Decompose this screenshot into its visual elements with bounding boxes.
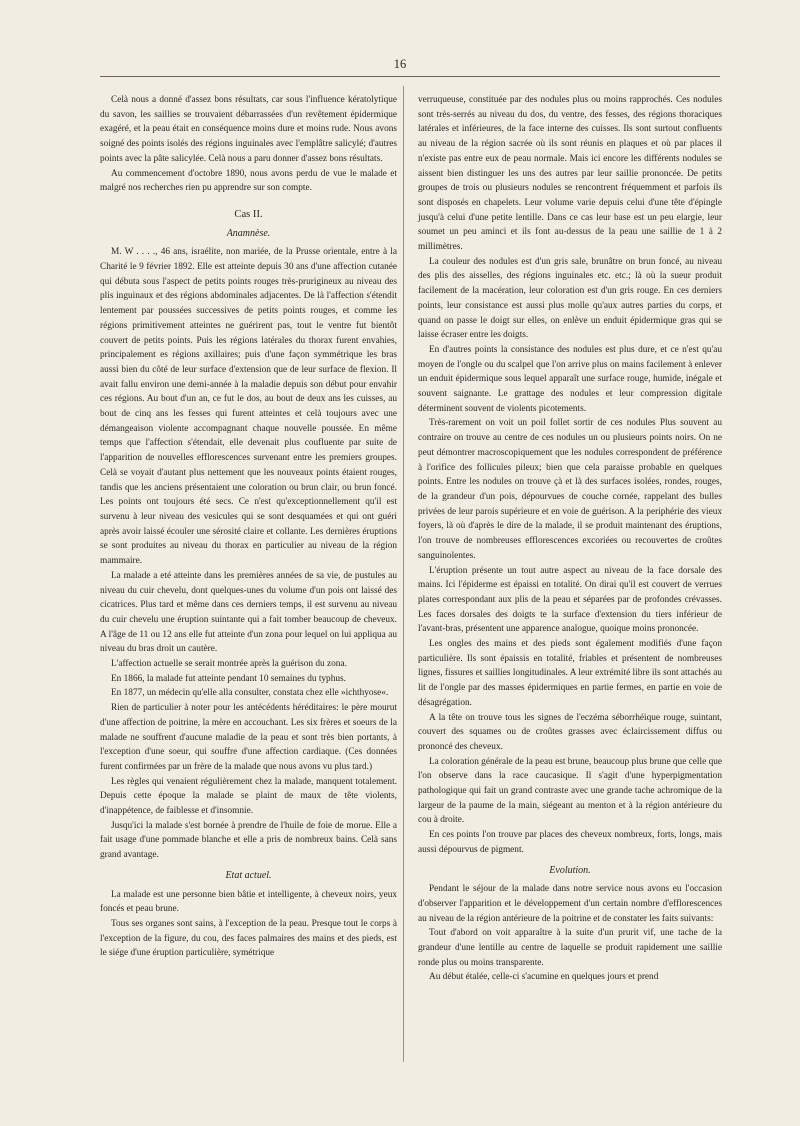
paragraph: Pendant le séjour de la malade dans notre service nous avons eu l'occasion d'observer l'apparition et le développement d'un certain nombre d'efflorescences au niveau de la région antérieure de la poitrine et de constater les faits suivants: (418, 884, 722, 924)
paragraph: Les règles qui venaient régulièrement chez la malade, manquent totalement. Depuis cette époque la malade se plaint de maux de tête violents, d'inappétence, de faiblesse et d'insomnie. (100, 776, 397, 817)
paragraph: Au début étalée, celle-ci s'acumine en quelques jours et prend (429, 972, 659, 983)
paragraph: M. W . . . ., 46 ans, israélite, non mariée, de la Prusse orientale, entre à la Charité le 9 février 1892. Elle est atteinte depuis 30 ans d'une affection cutanée qui débuta sous l'aspect de petits points rouges très-prurigineux au niveau des plis inguinaux et des régions abdominales adjacentes. De là l'affection s'étendit lentement par poussées successives de petits points rouges, et comme les régions primitivement atteintes ne guérirent pas, tout le ventre fut bientôt couvert de petits points. Puis les régions latérales du thorax furent envahies, principalement es régions axillaires; puis d'une façon symmétrique les bras aussi bien du côté de leur surface d'extension que de leur surface de flexion. Il avait fallu environ une demi-année à la maladie depuis son début pour envahir ces régions. Au bout d'un an, ce fut le dos, au bout de deux ans les cuisses, au bout de cinq ans les fesses qui furent atteintes et celà toujours avec une démangeaison violente accompagnant chaque nouvelle poussée. En même temps que l'affection s'étendait, elle devenait plus coufluente par suite de l'apparition de nouvelles efflorescences survenant entre les premiers groupes. Celà se voyait d'autant plus nettement que les nouveaux points étaient rouges, tandis que les anciens présentaient une coloration ou brun clair, ou brun foncé. Les points ont toujours été secs. Ce n'est qu'exceptionnellement qu'il est survenu à leur niveau des vesicules qui se sont desquamées et qui ont guéri après avoir laissé écouler une sérosité claire et collante. Les dernières éruptions se sont produites au niveau du thorax en particulier au niveau de la région mammaire. (100, 247, 397, 567)
paragraph: En d'autres points la consistance des nodules est plus dure, et ce n'est qu'au moyen de l'ongle ou du scalpel que l'on arrive plus on mains facilement à enlever un enduit épidermique sous lequel apparaît une surface rouge, humide, inégale et souvent saignante. Le grattage des nodules et leur compression digitale déterminent souvent de violents picotements. (418, 344, 722, 414)
paragraph: Très-rarement on voit un poil follet sortir de ces nodules Plus souvent au contraire on trouve au centre de ces nodules un ou plusieurs points noirs. On ne peut démontrer macroscopiquement que les nodules correspondent de préférence à l'orifice des follicules pileux; bien que cela paraisse probable en quelques points. Entre les nodules on trouve çà et là des surfaces isolées, rondes, rouges, de la grandeur d'un pois, dépourvues de couche cornée, rappelant des bulles privées de leur parois supérieure et en voie de guérison. A la periphérie des vieux foyers, là où d'après le dire de la malade, il se produit maintenant des éruptions, l'on trouve de nombreuses efflorescences excoriées ou recouvertes de croûtes sanguinolentes. (418, 418, 722, 561)
header-rule (100, 76, 720, 77)
right-column (418, 93, 722, 985)
paragraph: A la tête on trouve tous les signes de l'eczéma séborrhéique rouge, suintant, couvert des squames ou de croûtes grasses avec éclaircissement diffus ou prononcé des cheveux. (418, 712, 722, 752)
paragraph: Celà nous a donné d'assez bons résultats, car sous l'influence kératolytique du savon, les saillies se trouvaient débarrassées d'un revêtement épidermique exagéré, et la peau était en conséquence moins dure et moins rude. Nous avons soigné des points isolés des régions inguinales avec l'emplâtre salicylé; d'autres points avec la pâte salicylée. Celà nous a paru donner d'assez bons résultats. (100, 95, 397, 164)
paragraph: Tout d'abord on voit apparaître à la suite d'un prurit vif, une tache de la grandeur d'une lentille au centre de laquelle se produit rapidement une saillie ronde plus ou moins transparente. (418, 928, 722, 968)
paragraph: L'affection actuelle se serait montrée après la guérison du zona. (111, 659, 347, 670)
paragraph: Jusqu'ici la malade s'est bornée à prendre de l'huile de foie de morue. Elle a fait usage d'une pommade blanche et elle a pris de nombreux bains. Celà sans grand avantage. (100, 820, 397, 861)
paragraph: Tous ses organes sont sains, à l'exception de la peau. Presque tout le corps à l'exception de la figure, du cou, des faces palmaires des mains et des pieds, est le siége d'une éruption particulière, symétrique (100, 918, 397, 959)
case-heading: Cas II. (234, 208, 263, 220)
paragraph: verruqueuse, constituée par des nodules plus ou moins rapprochés. Ces nodules sont très-serrés au niveau du dos, du ventre, des fesses, des régions thoraciques latérales et inférieures, de la face interne des cuisses. Ils sont surtout confluents au niveau de la région sacrée où ils sont réunis en plaques et où par places il n'existe pas entre eux de peau normale. Mais ici encore les différents nodules se aissent bien distinguer les uns des autres par leur saillie prononcée. De petits groupes de trois ou plusieurs nodules se rencontrent fréquemment et parfois ils sont disposés en chapelets. Leur volume varie depuis celui d'une tête d'épingle jusqu'à celui d'une petite lentille. Dans ce cas leur base est un peu elargie, leur soumet un peu aminci et ils font au-dessus de la peau une saillie de 1 à 2 millimètres. (418, 95, 722, 253)
evolution-heading: Evolution. (549, 864, 591, 876)
left-column (100, 93, 397, 961)
page-number: 16 (393, 57, 407, 71)
paragraph: La malade a eté atteinte dans les premières années de sa vie, de pustules au niveau du cuir chevelu, dont quelques-unes du volume d'un pois ont laissé des cicatrices. Plus tard et même dans ces derniers temps, il est survenu au niveau du cuir chevelu une éruption suintante qui a fait tomber beaucoup de cheveux. A l'âge de 11 ou 12 ans elle fut atteinte d'un zona pour lequel on lui appliqua au niveau du bras droit un cautère. (100, 570, 397, 655)
paragraph: En ces points l'on trouve par places des cheveux nombreux, forts, longs, mais aussi dépourvus de pigment. (418, 830, 722, 855)
paragraph: Les ongles des mains et des pieds sont également modifiés d'une façon particulière. Ils sont épaissis en totalité, friables et présentent de nombreuses lignes, fissures et saillies longitudinales. A leur extrémité libre ils sont attachés au lit de l'ongle par des masses épidermiques en partie fermes, en partie en voie de désagrégation. (418, 639, 722, 708)
paragraph: Rien de particulier à noter pour les antécédents héréditaires: le père mourut d'une affection de poitrine, la mère en accouchant. Les six frères et soeurs de la malade ne souffrent d'aucune maladie de la peau et sont très bien portants, à l'exception d'une soeur, qui souffre d'une affection cardiaque. (Ces données furent confirmées par un frère de la malade que nous avons vu plus tard.) (100, 703, 397, 772)
paragraph: La coloration générale de la peau est brune, beaucoup plus brune que celle que l'on observe dans la race caucasique. Il s'agit d'une hyperpigmentation pathologique qui fait un grand contraste avec une grande tache achromique de la largeur de la paume de la main, siégeant au menton et à la région antérieure du cou à droite. (418, 756, 722, 826)
column-divider (403, 86, 404, 1062)
paragraph: La couleur des nodules est d'un gris sale, brunâtre on brun foncé, au niveau des plis des aisselles, des régions inguinales etc. etc.; là où la sueur produit facilement de la macération, leur coloration est d'un gris rouge. En ces derniers points, leur consistance est aussi plus molle qu'aux autres parties du corps, et quand on passe le doigt sur elles, on enlève un enduit épidermique gras qui se laisse écraser entre les doigts. (418, 256, 722, 341)
paragraph: En 1866, la malade fut atteinte pendant 10 semaines du typhus. (111, 673, 346, 684)
paragraph: Au commencement d'octobre 1890, nous avons perdu de vue le malade et malgré nos recherches rien pu apprendre sur son compte. (100, 168, 397, 194)
paragraph: La malade est une personne bien bâtie et intelligente, à cheveux noirs, yeux foncés et peau brune. (100, 889, 397, 915)
anamnese-heading: Anamnèse. (226, 227, 271, 239)
etat-actuel-heading: Etat actuel. (225, 869, 272, 881)
paragraph: L'éruption présente un tout autre aspect au niveau de la face dorsale des mains. Ici l'épiderme est épaissi en totalité. On dirai qu'il est couvert de verrues plates correspondant aux plis de la peau et séparées par de profondes crévasses. Les faces dorsales des doigts te la surface d'extension du tiers inférieur de l'avant-bras, présentent une apparence analogue, quoique moins prononcée. (418, 565, 722, 635)
paragraph: En 1877, un médecin qu'elle alla consulter, constata chez elle »ichthyose«. (111, 688, 389, 699)
